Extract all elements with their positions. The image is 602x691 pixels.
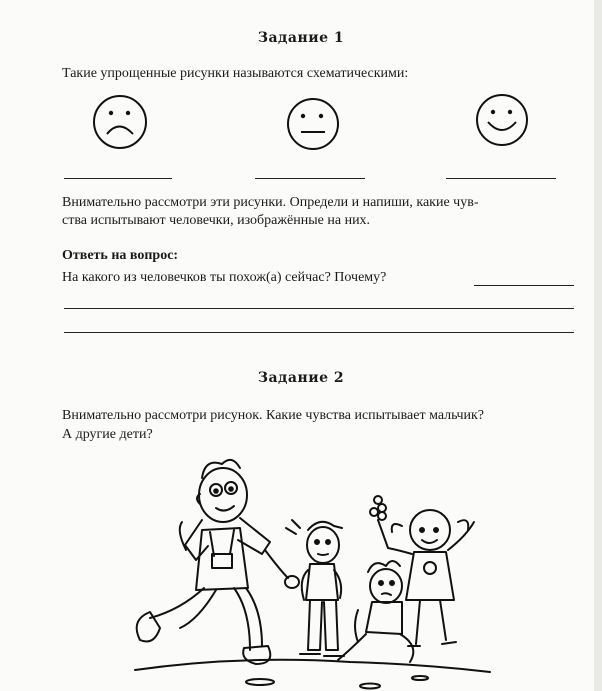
task1-instruction-line1: Внимательно рассмотри эти рисунки. Определи и напиши, какие чув-: [62, 195, 479, 210]
question-text: На какого из человечков ты похож(а) сейчас? Почему?: [62, 270, 387, 285]
task1-instruction-line2: ства испытывают человечки, изображённые на них.: [62, 213, 371, 228]
answer-line-1[interactable]: [474, 285, 574, 286]
question-heading: Ответь на вопрос:: [62, 248, 179, 263]
page-edge: [594, 0, 602, 691]
answer-line-sad[interactable]: [64, 178, 172, 179]
neutral-face-icon: [285, 98, 341, 154]
answer-line-neutral[interactable]: [255, 178, 365, 179]
girl-with-flower: [370, 496, 474, 646]
answer-line-happy[interactable]: [446, 178, 556, 179]
task2-title: Задание 2: [257, 370, 345, 386]
task2-instruction-line2: А другие дети?: [62, 427, 153, 442]
sad-face-icon: [90, 94, 150, 152]
walking-boy: [137, 460, 299, 664]
task1-title: Задание 1: [257, 30, 345, 46]
task2-instruction-line1: Внимательно рассмотри рисунок. Какие чувства испытывает мальчик?: [62, 408, 485, 423]
task1-intro: Такие упрощенные рисунки называются схематическими:: [62, 66, 409, 81]
children-illustration: [120, 450, 510, 690]
answer-line-3[interactable]: [64, 332, 574, 333]
answer-line-2[interactable]: [64, 308, 574, 309]
happy-face-icon: [472, 94, 532, 150]
sitting-boy: [338, 561, 413, 662]
